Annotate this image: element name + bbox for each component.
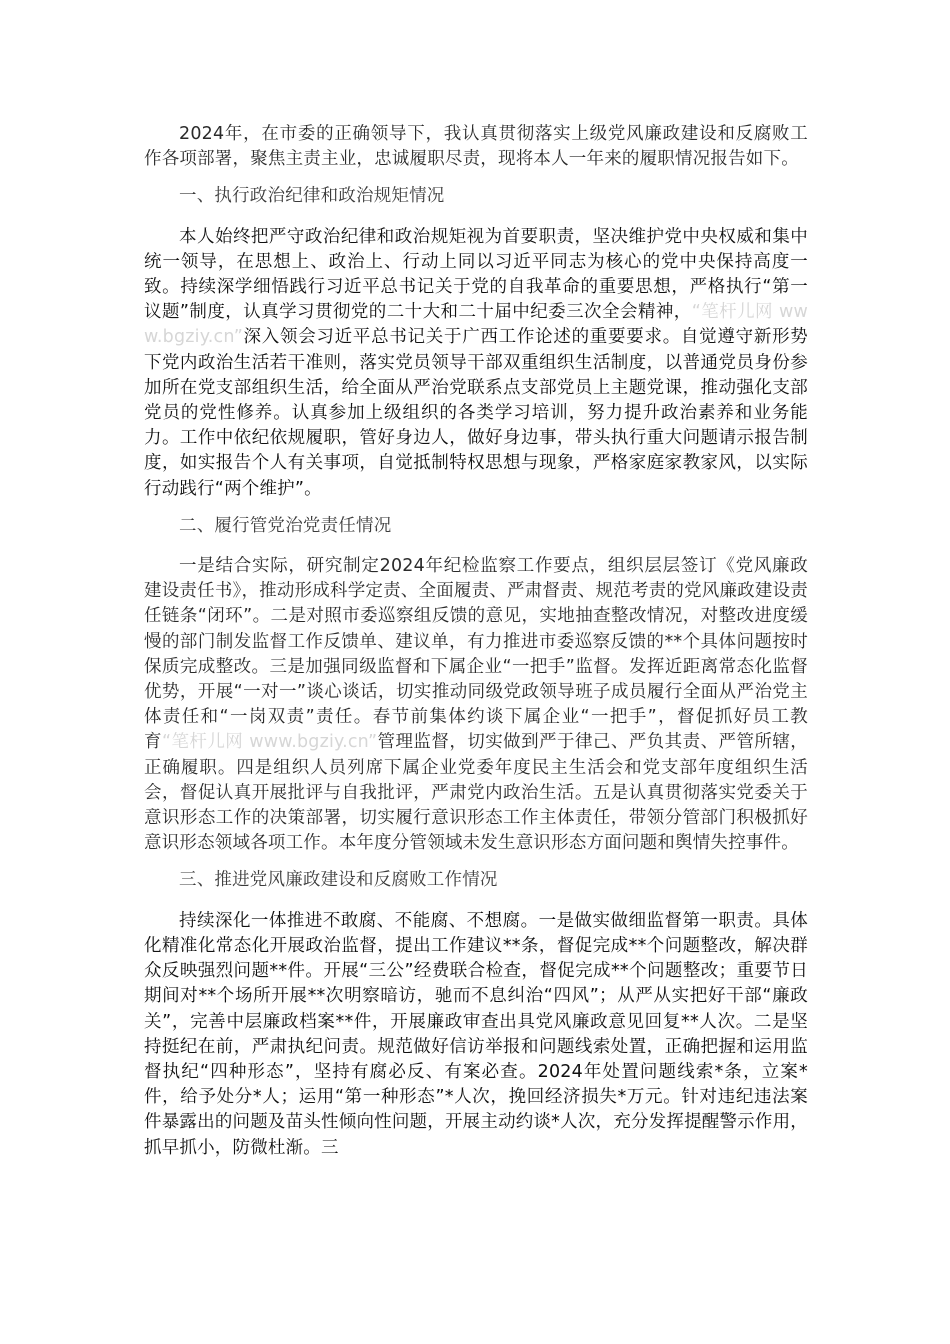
section-2-text-b: 管理监督，切实做到严于律己、严负其责、严管所辖，正确履职。四是组织人员列席下属企业党委年度民主生活会和党支部年度组织生活会，督促认真开展批评与自我批评，严肃党内政治生活。五是认真贯彻落实党委关于意识形态工作的决策部署，切实履行意识形态工作主体责任，带领分管部门积极抓好意识形态领域各项工作。本年度分管领域未发生意识形态方面问题和舆情失控事件。 <box>144 732 808 854</box>
spacer <box>144 539 808 554</box>
section-1-paragraph <box>144 225 808 502</box>
section-3-paragraph: 持续深化一体推进不敢腐、不能腐、不想腐。一是做实做细监督第一职责。具体化精准化常态化开展政治监督，提出工作建议**条，督促完成**个问题整改，解决群众反映强烈问题**件。开展“三公”经费联合检查，督促完成**个问题整改；重要节日期间对**个场所开展**次明察暗访，驰而不息纠治“四风”；从严从实把好干部“廉政关”，完善中层廉政档案**件，开展廉政审查出具党风廉政意见回复**人次。二是坚持挺纪在前，严肃执纪问责。规范做好信访举报和问题线索处置，正确把握和运用监督执纪“四种形态”，坚持有腐必反、有案必查。2024年处置问题线索*条，立案*件，给予处分*人；运用“第一种形态”*人次，挽回经济损失*万元。针对违纪违法案件暴露出的问题及苗头性倾向性问题，开展主动约谈*人次，充分发挥提醒警示作用，抓早抓小，防微杜渐。三 <box>144 910 808 1158</box>
section-2-paragraph <box>144 554 808 856</box>
section-1-heading: 一、执行政治纪律和政治规矩情况 <box>179 186 445 207</box>
document-page <box>144 122 808 1161</box>
watermark-text: “笔杆儿网 www.bgziy.cn” <box>161 732 378 753</box>
intro-paragraph: 2024年，在市委的正确领导下，我认真贯彻落实上级党风廉政建设和反腐败工作各项部署，聚焦主责主业，忠诚履职尽责，现将本人一年来的履职情况报告如下。 <box>144 124 808 170</box>
watermark-text: “笔杆儿网 www.bgziy.cn” <box>144 302 808 348</box>
section-3-heading: 三、推进党风廉政建设和反腐败工作情况 <box>179 870 498 891</box>
section-2-text-a: 一是结合实际，研究制定2024年纪检监察工作要点，组织层层签订《党风廉政建设责任书》，推动形成科学定责、全面履责、严肃督责、规范考责的党风廉政建设责任链条“闭环”。二是对照市委巡察组反馈的意见，实地抽查整改情况，对整改进度缓慢的部门制发监督工作反馈单、建议单，有力推进市委巡察反馈的**个具体问题按时保质完成整改。三是加强同级监督和下属企业“一把手”监督。发挥近距离常态化监督优势，开展“一对一”谈心谈话，切实推动同级党政领导班子成员履行全面从严治党主体责任和“一岗双责”责任。春节前集体约谈下属企业“一把手”，督促抓好员工教育 <box>144 556 808 753</box>
spacer <box>144 894 808 909</box>
section-1-text-a: 本人始终把严守政治纪律和政治规矩视为首要职责，坚决维护党中央权威和集中统一领导，在思想上、政治上、行动上同以习近平同志为核心的党中央保持高度一致。持续深学细悟践行习近平总书记关于党的自我革命的重要思想，严格执行“第一议题”制度，认真学习贯彻党的二十大和二十届中纪委三次全会精神， <box>144 226 808 323</box>
section-1-text-b: 深入领会习近平总书记关于广西工作论述的重要要求。自觉遵守新形势下党内政治生活若干准则，落实党员领导干部双重组织生活制度，以普通党员身份参加所在党支部组织生活，给全面从严治党联系点支部党员上主题党课，推动强化支部党员的党性修养。认真参加上级组织的各类学习培训，努力提升政治素养和业务能力。工作中依纪依规履职，管好身边人，做好身边事，带头执行重大问题请示报告制度，如实报告个人有关事项，自觉抵制特权思想与现象，严格家庭家教家风，以实际行动践行“两个维护”。 <box>144 327 808 499</box>
spacer <box>144 210 808 225</box>
section-2-heading: 二、履行管党治党责任情况 <box>179 515 392 536</box>
spacer <box>144 502 808 514</box>
spacer <box>144 172 808 184</box>
spacer <box>144 856 808 868</box>
